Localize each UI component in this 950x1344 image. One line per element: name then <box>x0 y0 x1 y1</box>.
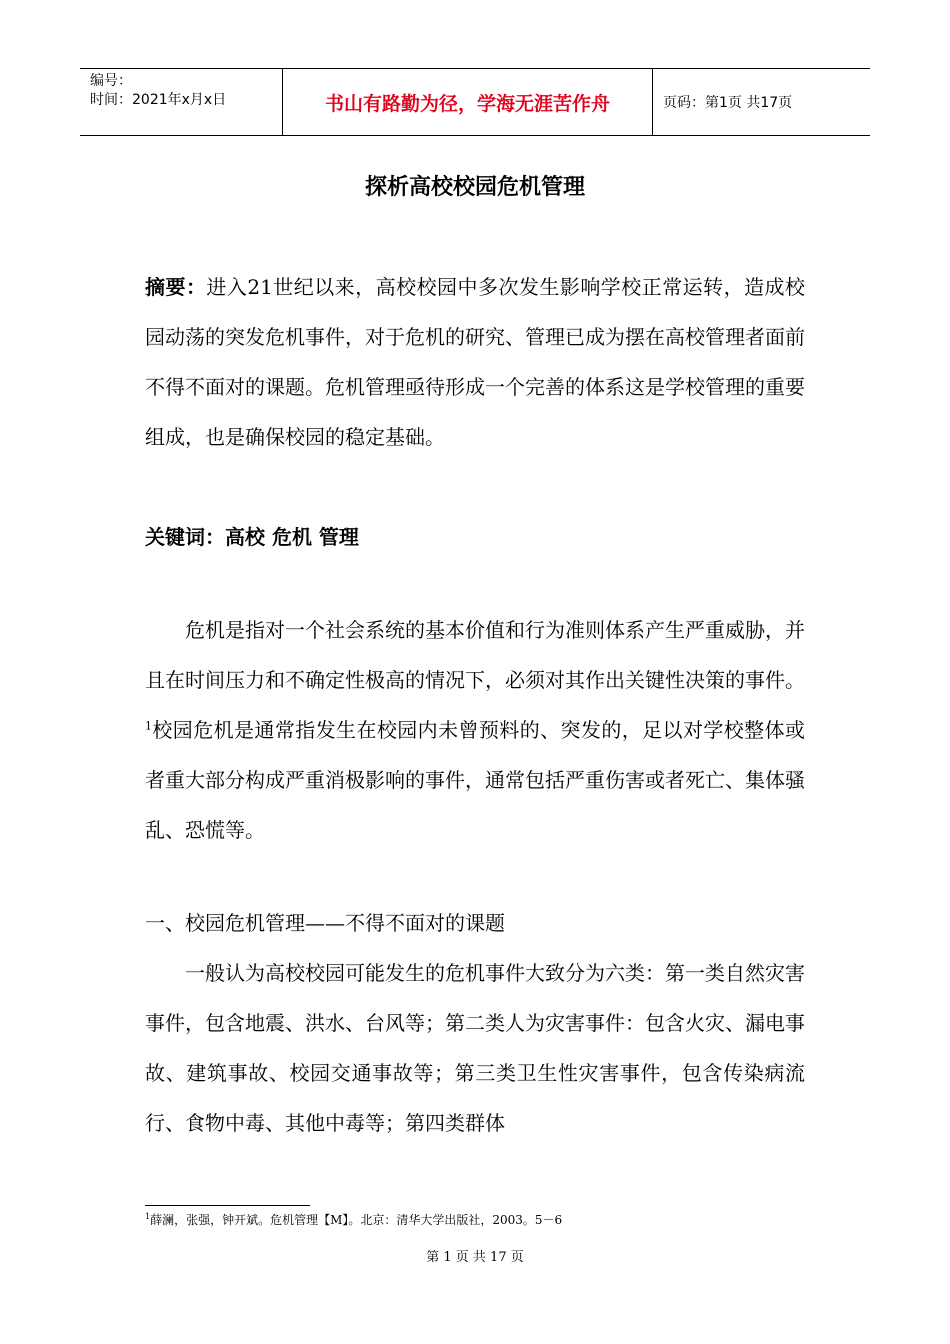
keywords-paragraph <box>145 512 805 562</box>
header-meta-cell <box>80 69 283 135</box>
abstract-paragraph <box>145 262 805 462</box>
number-label: 编号： <box>90 73 132 89</box>
abstract-label: 摘要： <box>145 275 207 299</box>
keywords-label: 关键词： <box>145 525 225 549</box>
intro-paragraph <box>145 605 805 855</box>
footnote-divider <box>145 1205 310 1206</box>
document-title: 探析高校校园危机管理 <box>364 175 585 200</box>
section-paragraph: 一般认为高校校园可能发生的危机事件大致分为六类：第一类自然灾害事件，包含地震、洪水、台风等；第二类人为灾害事件：包含火灾、漏电事故、建筑事故、校园交通事故等；第三类卫生性灾害事件，包含传染病流行、食物中毒、其他中毒等；第四类群体 <box>145 961 805 1135</box>
intro-text-part2: 校园危机是通常指发生在校园内未曾预料的、突发的，足以对学校整体或者重大部分构成严重消极影响的事件，通常包括严重伤害或者死亡、集体骚乱、恐慌等。 <box>145 718 805 842</box>
footnote-marker: 1 <box>145 1212 151 1221</box>
keywords-text: 高校 危机 管理 <box>225 525 359 549</box>
section-heading: 一、校园危机管理——不得不面对的课题 <box>145 911 505 935</box>
footnote-text: 薛澜，张强，钟开斌。危机管理【M】。北京：清华大学出版社，2003。5－6 <box>150 1213 563 1227</box>
abstract-text: 进入21世纪以来，高校校园中多次发生影响学校正常运转，造成校园动荡的突发危机事件，对于危机的研究、管理已成为摆在高校管理者面前不得不面对的课题。危机管理亟待形成一个完善的体系这是学校管理的重要组成，也是确保校园的稳定基础。 <box>145 275 806 449</box>
header-motto: 书山有路勤为径，学海无涯苦作舟 <box>283 69 653 135</box>
page-footer: 第 1 页 共 17 页 <box>426 1250 524 1265</box>
time-label: 时间：2021年x月x日 <box>90 92 227 108</box>
document-body <box>145 262 805 1148</box>
header-table <box>80 68 870 136</box>
footnote <box>145 1212 562 1228</box>
footnote-reference[interactable]: 1 <box>145 719 152 733</box>
intro-text-part1: 危机是指对一个社会系统的基本价值和行为准则体系产生严重威胁，并且在时间压力和不确定性极高的情况下，必须对其作出关键性决策的事件。 <box>145 618 805 692</box>
header-page-code: 页码：第1页 共17页 <box>663 95 793 111</box>
